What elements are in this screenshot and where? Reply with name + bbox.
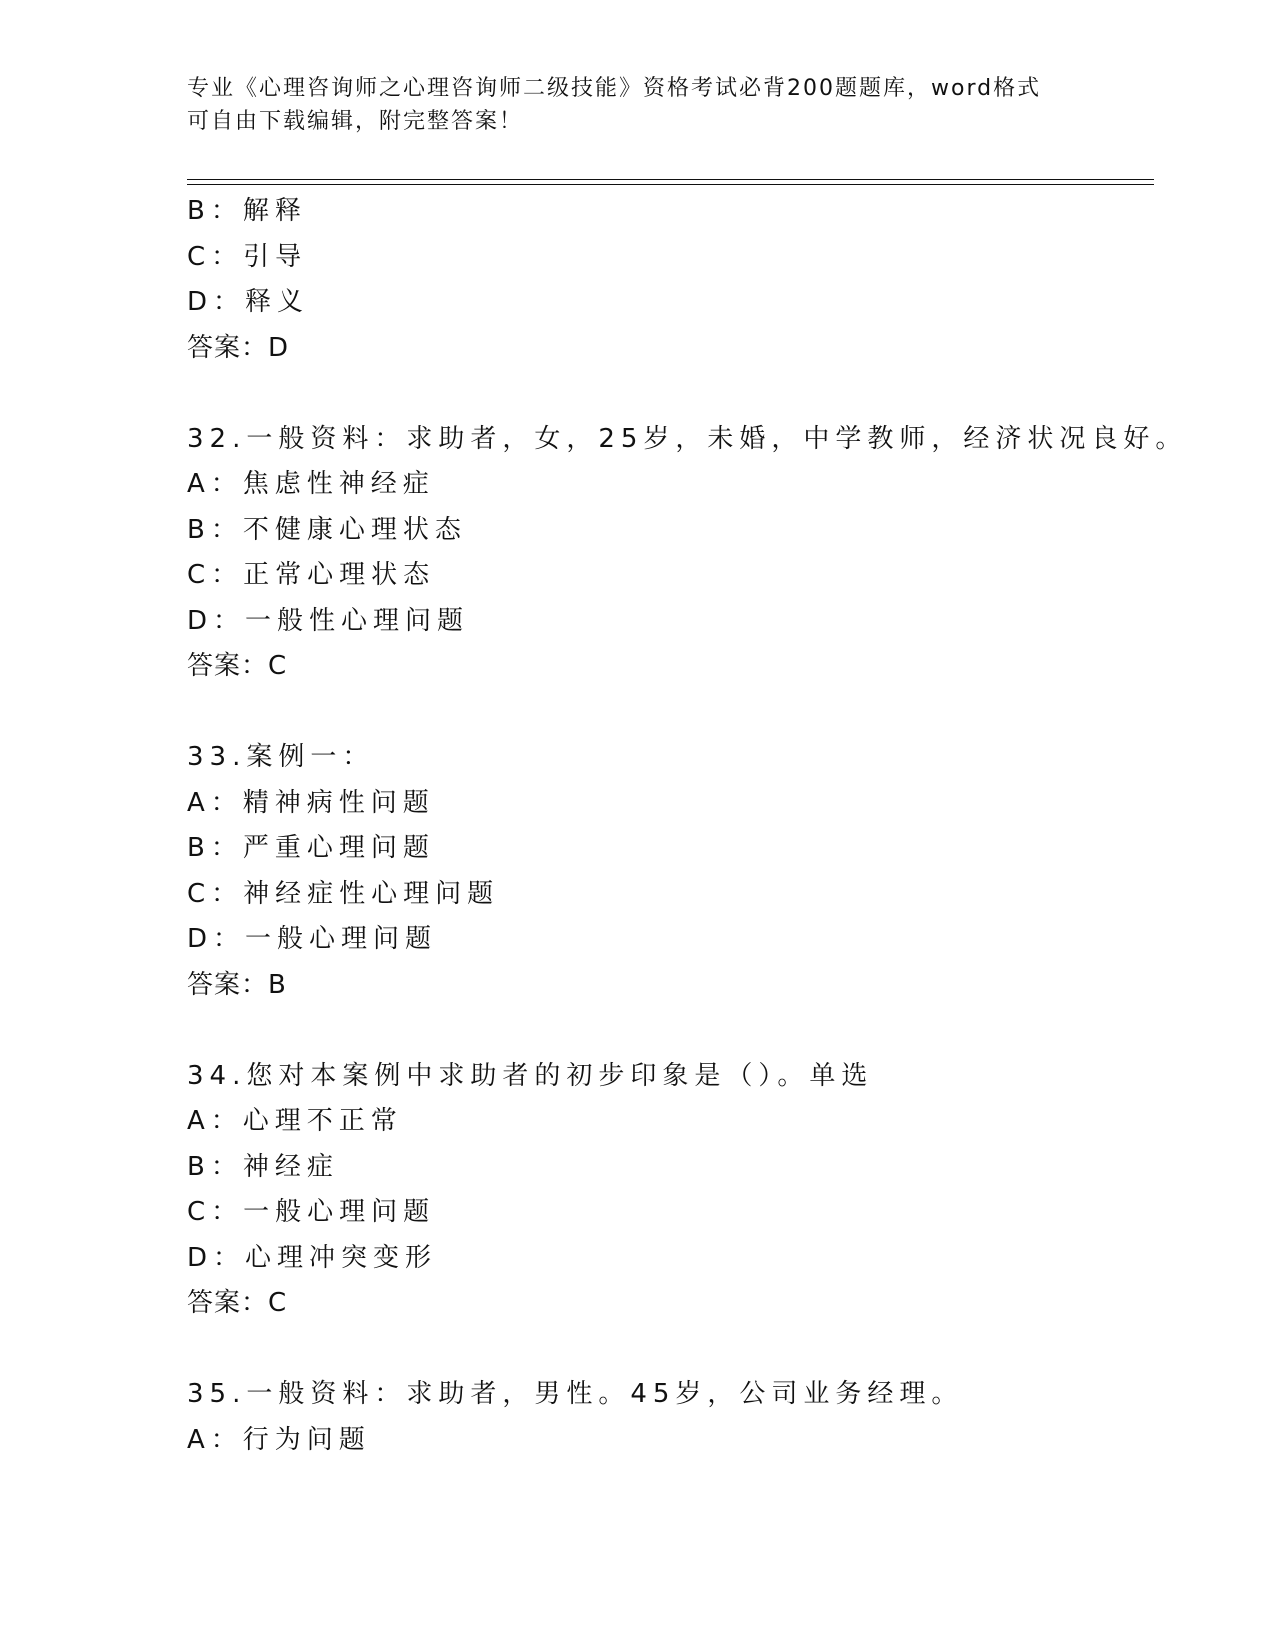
document-header bbox=[187, 72, 1087, 138]
question-block-35 bbox=[187, 1372, 1147, 1463]
answer: 答案：B bbox=[187, 969, 287, 1000]
question-block-34 bbox=[187, 1054, 1147, 1327]
spacer bbox=[187, 1008, 1147, 1054]
option-c: C：引导 bbox=[187, 241, 308, 272]
answer: 答案：C bbox=[187, 1288, 288, 1318]
option-c: C：一般心理问题 bbox=[187, 1197, 436, 1227]
header-divider-top bbox=[187, 179, 1154, 180]
spacer bbox=[187, 690, 1147, 736]
header-title-line-1: 专业《心理咨询师之心理咨询师二级技能》资格考试必背200题题库，word格式 bbox=[187, 76, 1042, 101]
header-title-line-2: 可自由下载编辑，附完整答案！ bbox=[187, 109, 524, 134]
option-b: B：解释 bbox=[187, 196, 307, 226]
question-stem: 33.案例一： bbox=[187, 742, 375, 772]
option-c: C：正常心理状态 bbox=[187, 560, 436, 590]
option-a: A：精神病性问题 bbox=[187, 787, 435, 818]
option-d: D：一般心理问题 bbox=[187, 924, 438, 954]
option-b: B：神经症 bbox=[187, 1151, 339, 1182]
question-block-31 bbox=[187, 189, 1147, 371]
question-list bbox=[187, 189, 1188, 1463]
question-stem: 32.一般资料：求助者，女，25岁，未婚，中学教师，经济状况良好。 bbox=[187, 423, 1188, 454]
option-b: B：严重心理问题 bbox=[187, 833, 435, 863]
header-divider-bottom bbox=[187, 184, 1154, 185]
option-b: B：不健康心理状态 bbox=[187, 514, 467, 545]
question-stem: 35.一般资料：求助者，男性。45岁，公司业务经理。 bbox=[187, 1379, 964, 1409]
option-d: D：一般性心理问题 bbox=[187, 605, 470, 636]
spacer bbox=[187, 371, 1147, 417]
spacer bbox=[187, 1327, 1147, 1373]
answer: 答案：D bbox=[187, 332, 290, 363]
question-stem: 34.您对本案例中求助者的初步印象是（）。单选 bbox=[187, 1060, 874, 1091]
option-d: D：心理冲突变形 bbox=[187, 1242, 438, 1273]
option-d: D：释义 bbox=[187, 287, 310, 317]
option-a: A：行为问题 bbox=[187, 1424, 371, 1455]
option-a: A：心理不正常 bbox=[187, 1106, 403, 1136]
option-a: A：焦虑性神经症 bbox=[187, 469, 435, 499]
answer: 答案：C bbox=[187, 651, 288, 681]
option-c: C：神经症性心理问题 bbox=[187, 878, 500, 909]
question-block-33 bbox=[187, 735, 1147, 1008]
question-block-32 bbox=[187, 417, 1188, 690]
